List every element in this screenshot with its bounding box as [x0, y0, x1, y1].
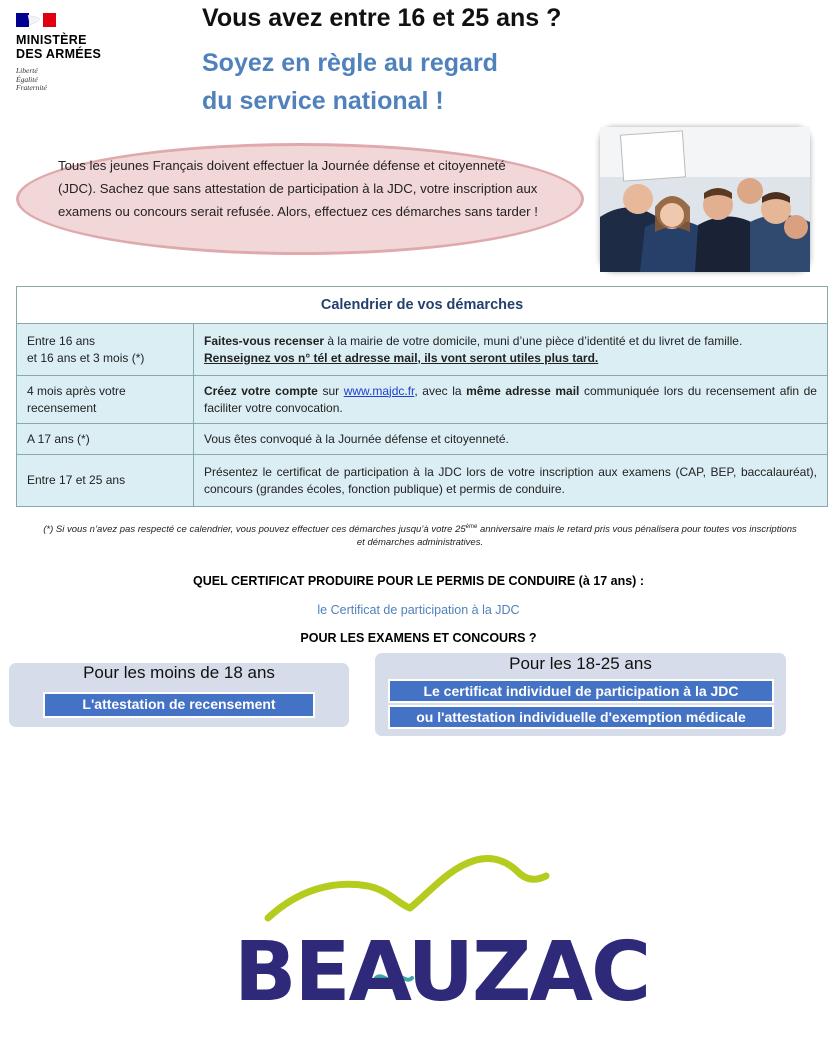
row-what [194, 376, 828, 424]
majdc-link[interactable]: www.majdc.fr [343, 383, 415, 398]
calendar-header-row [17, 287, 828, 324]
beauzac-logo-text: BEAUZAC [234, 925, 650, 1020]
motto-liberte: Liberté [16, 66, 38, 75]
permis-answer: le Certificat de participation à la JDC [317, 603, 520, 617]
row-what-text: communiquée lors du recensement afin de faciliter votre convocation. [204, 383, 817, 415]
row-what-underlined: Renseignez vos n° tél et adresse mail, ils vont seront utiles plus tard. [204, 350, 599, 365]
row-what [194, 324, 828, 376]
young-people-photo [600, 127, 810, 272]
beauzac-logo [228, 850, 650, 1030]
row-what-bold: même adresse mail [466, 383, 580, 398]
page-title: Vous avez entre 16 et 25 ans ? [202, 4, 562, 32]
subtitle-line1: Soyez en règle au regard [202, 49, 498, 77]
row-what-text: , avec la [414, 383, 467, 398]
row-what: Vous êtes convoqué à la Journée défense et citoyenneté. [194, 424, 828, 455]
motto-egalite: Égalité [16, 74, 38, 84]
intro-text: Tous les jeunes Français doivent effectuer la Journée défense et citoyenneté (JDC). Sachez que sans attestation de participation à la JDC, votre inscription aux examens ou concours serait refusée. Alors, effectuez ces démarches sans tarder ! [58, 158, 538, 219]
row-when [17, 324, 194, 376]
footnote-part1: (*) Si vous n’avez pas respecté ce calendrier, vous pouvez effectuer ces démarches jusqu’à votre 25 [43, 524, 466, 536]
table-row [17, 324, 828, 376]
row-when: Entre 17 et 25 ans [17, 455, 194, 507]
permis-heading: QUEL CERTIFICAT PRODUIRE POUR LE PERMIS DE CONDUIRE (à 17 ans) : [193, 574, 644, 588]
ministry-name [16, 33, 101, 61]
table-row [17, 424, 828, 455]
calendar-table [16, 286, 828, 507]
row-what-bold: Faites-vous recenser [204, 333, 325, 348]
french-flag-icon [16, 13, 56, 27]
exams-heading: POUR LES EXAMENS ET CONCOURS ? [300, 631, 537, 645]
footnote-part2: anniversaire mais le retard pris vous pénalisera pour toutes vos inscriptions et démarches administratives. [356, 524, 797, 549]
subtitle-line2: du service national ! [202, 87, 444, 115]
photo-illustration [600, 127, 810, 272]
under-18-doc: L'attestation de recensement [43, 692, 315, 718]
age-18-25-title: Pour les 18-25 ans [509, 654, 652, 673]
motto-fraternite: Fraternité [16, 83, 47, 92]
row-what: Présentez le certificat de participation à la JDC lors de votre inscription aux examens (CAP, BEP, baccalauréat), concours (grandes écoles, fonction publique) et permis de conduire. [194, 455, 828, 507]
table-row [17, 376, 828, 424]
ministry-name-line2: DES ARMÉES [16, 47, 102, 61]
age-18-25-doc2: ou l'attestation individuelle d'exemption médicale [388, 705, 774, 729]
row-when-line1: Entre 16 ans [27, 333, 96, 348]
calendar-footnote [40, 521, 800, 549]
row-when-line1: 4 mois après votre [27, 383, 126, 398]
age-18-25-doc1: Le certificat individuel de participation à la JDC [388, 679, 774, 703]
ministry-name-line1: MINISTÈRE [16, 33, 87, 47]
calendar-title: Calendrier de vos démarches [17, 287, 828, 324]
row-when [17, 376, 194, 424]
footnote-sup: ème [465, 524, 478, 530]
row-when-line2: recensement [27, 400, 97, 415]
under-18-title: Pour les moins de 18 ans [83, 663, 275, 682]
row-what-text: sur [317, 383, 344, 398]
row-when-line2: et 16 ans et 3 mois (*) [27, 350, 145, 365]
age-18-25-panel [375, 653, 786, 736]
row-when: A 17 ans (*) [17, 424, 194, 455]
under-18-panel [9, 663, 349, 727]
page-subtitle [202, 44, 498, 120]
row-what-bold: Créez votre compte [204, 383, 318, 398]
republic-motto [16, 67, 47, 93]
table-row [17, 455, 828, 507]
row-what-text: à la mairie de votre domicile, muni d’une pièce d’identité et du livret de famille. [324, 333, 743, 348]
